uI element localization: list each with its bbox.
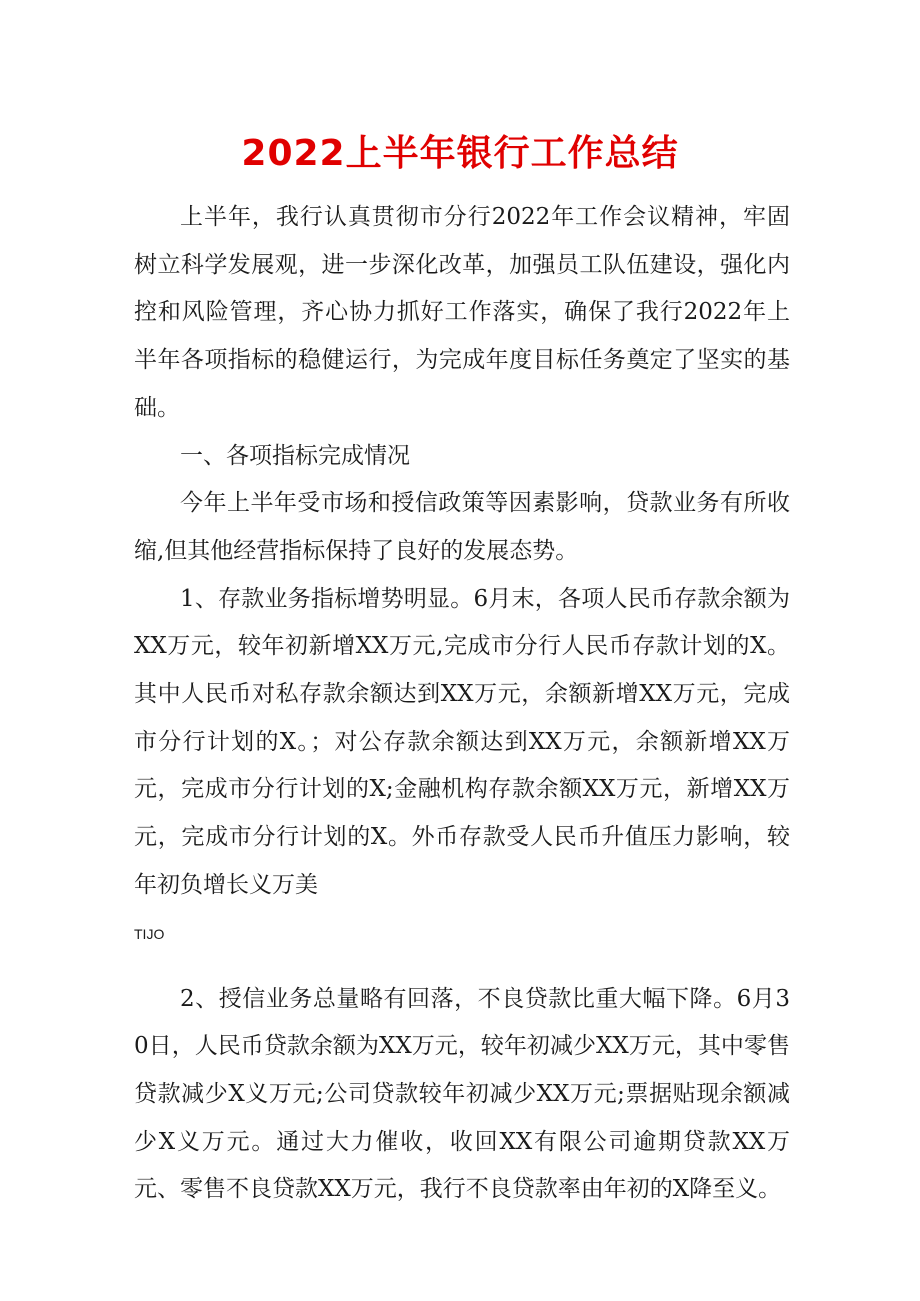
paragraph-intro: 上半年，我行认真贯彻市分行2022年工作会议精神，牢固树立科学发展观，进一步深化改革，加强员工队伍建设，强化内控和风险管理，齐心协力抓好工作落实，确保了我行2022年上半年各项指标的稳健运行，为完成年度目标任务奠定了坚实的基础。 [134,204,790,421]
stray-text: TIJO [134,925,165,942]
paragraph-credit: 2、授信业务总量略有回落，不良贷款比重大幅下降。6月30日，人民币贷款余额为XX万元，较年初减少XX万元，其中零售贷款减少X义万元;公司贷款较年初减少XX万元;票据贴现余额减少X义万元。通过大力催收，收回XX有限公司逾期贷款XX万元、零售不良贷款XX万元，我行不良贷款率由年初的X降至义。 [134,985,790,1203]
document-body [134,194,790,1214]
document-title: 2022上半年银行工作总结 [241,133,679,174]
section-heading: 一、各项指标完成情况 [180,442,410,469]
paragraph-deposits: 1、存款业务指标增势明显。6月末，各项人民币存款余额为XX万元，较年初新增XX万元,完成市分行人民币存款计划的X。其中人民币对私存款余额达到XX万元，余额新增XX万元，完成市分行计划的X。；对公存款余额达到XX万元，余额新增XX万元，完成市分行计划的X;金融机构存款余额XX万元，新增XX万元，完成市分行计划的X。外币存款受人民币升值压力影响，较年初负增长义万美 [134,585,790,898]
paragraph-overview: 今年上半年受市场和授信政策等因素影响，贷款业务有所收缩,但其他经营指标保持了良好的发展态势。 [134,490,790,564]
